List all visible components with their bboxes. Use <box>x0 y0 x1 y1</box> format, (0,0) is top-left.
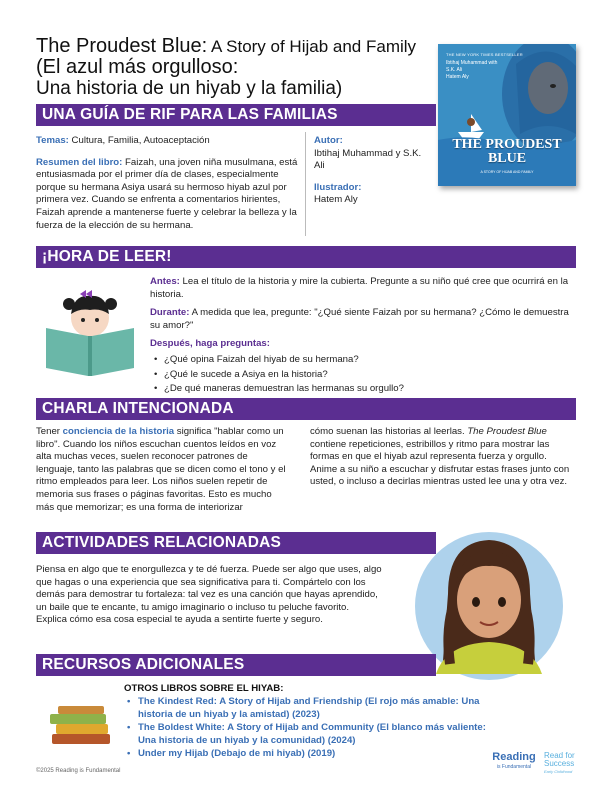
rif-guide-right <box>314 135 424 207</box>
charla-band: CHARLA INTENCIONADA <box>36 398 576 420</box>
book-link-kindest-red[interactable]: • The Kindest Red: A Story of Hijab and Friendship (El rojo más amable: Una historia de un hiyab y la amistad) (2023) <box>124 696 504 721</box>
charla-right-a: cómo suenan las historias al leerlas. <box>310 426 468 437</box>
question-list <box>150 354 580 396</box>
list-item: • ¿Qué opina Faizah del hiyab de su hermana? <box>150 354 580 367</box>
antes-label: Antes: <box>150 276 180 287</box>
charla-book-title: The Proudest Blue <box>467 426 547 437</box>
rif-logo-line-1: Reading <box>492 751 536 763</box>
charla-right-p1 <box>310 426 576 464</box>
antes <box>150 276 580 301</box>
rif-logo-line-2: is Fundamental <box>496 764 532 770</box>
cover-illustrator: Hatem Aly <box>446 74 469 80</box>
leer-content <box>150 276 580 396</box>
charla-left-b: significa "hablar como un libro". Cuando los niños escuchan cuentos leídos en voz alta muchas veces, suelen reconocer patrones de lenguaje, tanto las palabras que se dicen como el tono y el ritmo empleados para leer. Los niños suelen repetir de memoria sus frases o páginas favoritas. Esto es mucho más que memorizar; es una forma de interiorizar <box>36 426 286 513</box>
cover-author-names: Ibtihaj Muhammad with S.K. Ali <box>446 60 498 73</box>
autor-label: Autor: <box>314 135 343 146</box>
rif-guide-band: UNA GUÍA DE RIF PARA LAS FAMILIAS <box>36 104 436 126</box>
leer-band: ¡HORA DE LEER! <box>36 246 576 268</box>
rfs-logo-line-2: Early Childhood <box>544 769 573 774</box>
title-subtitle: A Story of Hijab and Family <box>207 37 417 56</box>
despues-label: Después, haga preguntas: <box>150 338 270 350</box>
recursos-heading: OTROS LIBROS SOBRE EL HIYAB: <box>124 683 284 694</box>
resumen-label: Resumen del libro: <box>36 156 123 168</box>
rif-logo <box>488 752 540 772</box>
autor-value: Ibtihaj Muhammad y S.K. Ali <box>314 147 422 172</box>
read-for-success-logo <box>544 752 594 776</box>
actividades-content <box>36 564 388 627</box>
resumen <box>36 157 304 233</box>
cover-bestseller: THE NEW YORK TIMES BESTSELLER <box>446 52 523 57</box>
durante <box>150 307 580 332</box>
book-link-under-my-hijab[interactable]: • Under my Hijab (Debajo de mi hiyab) (2019) <box>124 748 504 761</box>
title-spanish: (El azul más orgulloso: <box>36 56 239 78</box>
cover-subtitle: A STORY OF HIJAB AND FAMILY <box>480 170 534 174</box>
recursos-band: RECURSOS ADICIONALES <box>36 654 436 676</box>
temas-label: Temas: <box>36 135 69 146</box>
book-link-boldest-white[interactable]: • The Boldest White: A Story of Hijab and Community (El blanco más valiente: Una historia de un hiyab y la comunidad) (2024) <box>124 722 504 747</box>
book-list <box>124 696 504 761</box>
book-stack-icon <box>48 704 114 746</box>
page-title <box>36 36 426 99</box>
list-item: • ¿De qué maneras demuestran las hermanas su orgullo? <box>150 383 580 396</box>
charla-left <box>36 426 286 514</box>
rfs-logo-line-1: Read for Success <box>544 751 575 768</box>
copyright: ©2025 Reading is Fundamental <box>36 768 121 774</box>
charla-right-p2: Anime a su niño a escuchar y disfrutar estas frases junto con usted, o incluso a decirlas mientras usted lee una y otra vez. <box>310 463 570 488</box>
reading-girl-icon <box>38 282 142 378</box>
recursos-content <box>124 683 504 761</box>
charla-left-a: Tener <box>36 426 63 437</box>
temas-value: Cultura, Familia, Autoaceptación <box>68 135 210 146</box>
actividades-band: ACTIVIDADES RELACIONADAS <box>36 532 436 554</box>
title-spanish-2: Una historia de un hiyab y la familia) <box>36 78 343 99</box>
story-awareness-term: conciencia de la historia <box>62 426 175 437</box>
ilustrador-value: Hatem Aly <box>314 194 358 206</box>
cover-authors <box>446 60 506 81</box>
book-cover <box>438 44 576 186</box>
charla-right-b: contiene repeticiones, estribillos y ritmo para mostrar las formas en que el hiyab azul representa fuerza y orgullo. <box>310 438 550 463</box>
cover-title: THE PROUDEST BLUE <box>452 137 562 166</box>
charla-right <box>310 426 576 489</box>
durante-label: Durante: <box>150 307 190 319</box>
rif-guide-left <box>36 135 304 232</box>
actividades-text-1: Piensa en algo que te enorgullezca y te dé fuerza. Puede ser algo que uses, algo que hagas o una experiencia que sea significativa para ti. Compártelo con los demás para demostrar tu fortaleza: tal vez es una canción que hayas aprendido, un baile que te encante, tu amigo imaginario o incluso tu peluche favorito. <box>36 564 382 613</box>
resumen-value: Faizah, una joven niña musulmana, está entusiasmada por el primer día de clases, especialmente porque su hermana Asiya usará su hermoso hiyab azul por primera vez. Cuando se enfrenta a comentarios hirientes, Faizah aprende a mantenerse fuerte y celebrar la belleza y la fuerza de la elección de su hermana. <box>36 156 298 231</box>
ilustrador-label: Ilustrador: <box>314 181 362 193</box>
title-main: The Proudest Blue: <box>36 35 208 57</box>
antes-value: Lea el título de la historia y mire la cubierta. Pregunte a su niño qué cree que ocurrirá en la historia. <box>150 276 569 300</box>
list-item: • ¿Qué le sucede a Asiya en la historia? <box>150 369 580 382</box>
durante-value: A medida que lea, pregunte: "¿Qué siente Faizah por su hermana? ¿Cómo le demuestra su amor?" <box>150 307 569 331</box>
temas <box>36 135 304 148</box>
rif-divider <box>305 132 306 236</box>
actividades-text-2: Explica cómo esa cosa especial te ayuda a sentirte fuerte y seguro. <box>36 614 323 626</box>
